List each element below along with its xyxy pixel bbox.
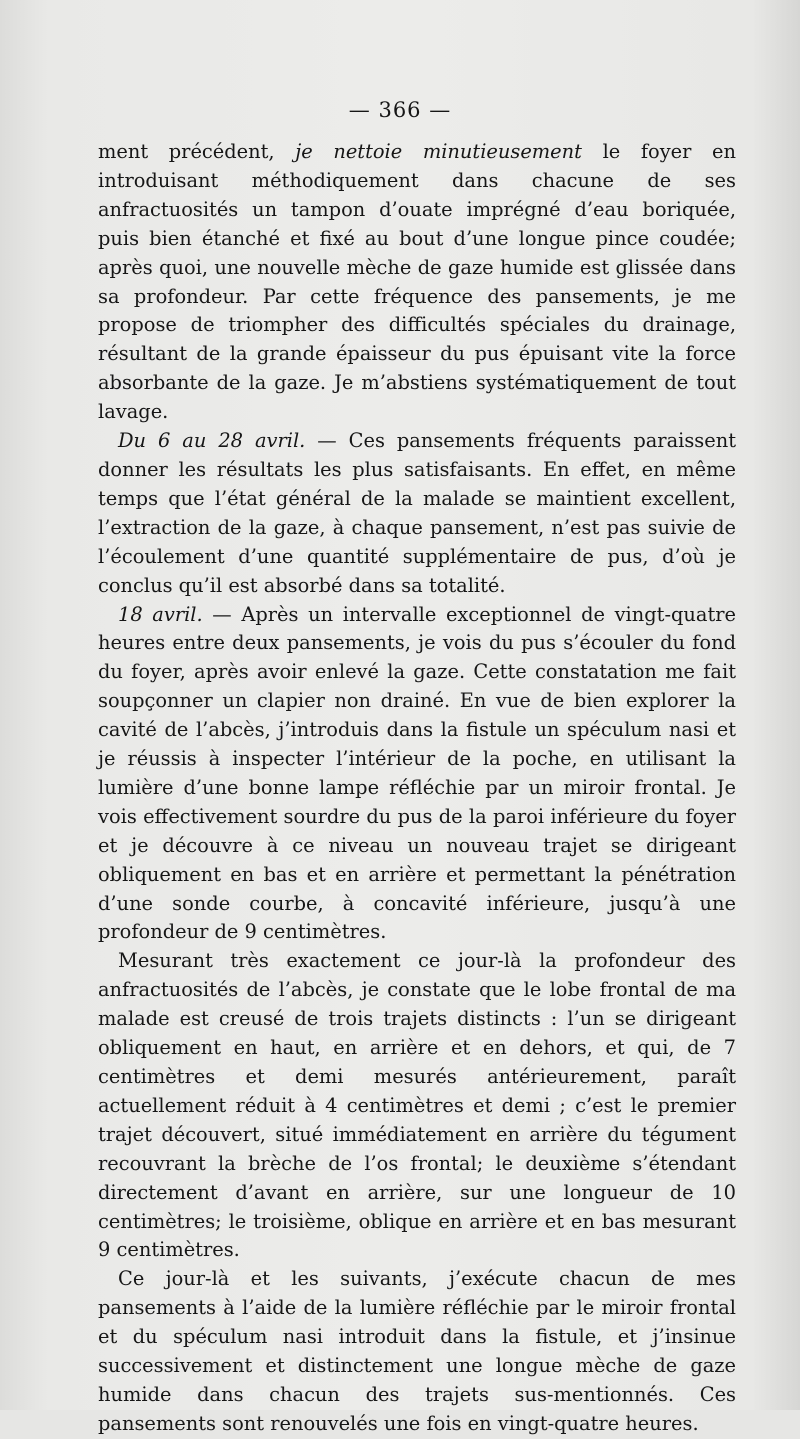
paragraph-1-text: le foyer en introduisant méthodiquement dans chacune de ses anfractuosités un tampon d’ouate imprégné d’eau boriquée, puis bien étanché et fixé au bout d’une longue pince coudée; après quoi, une nouvelle mèche de gaze humide est glissée dans sa profondeur. Par cette fréquence des pansements, je me propose de triompher des difficultés spéciales du drainage, résultant de la grande épaisseur du pus épuisant vite la force absorbante de la gaze. Je m’abstiens systématiquement de tout lavage.	[98, 140, 737, 424]
paragraph-4-text: Mesurant très exactement ce jour-là la profondeur des anfractuosités de l’abcès, je constate que le lobe frontal de ma malade est creusé de trois trajets distincts : l’un se dirigeant obliquement en haut, en arrière et en dehors, et qui, de 7 centimètres et demi mesurés antérieurement, paraît actuellement réduit à 4 centimètres et demi ; c’est le premier trajet découvert, situé immédiatement en arrière du tégument recouvrant la brèche de l’os frontal; le deuxième s’étendant directement d’avant en arrière, sur une longueur de 10 centimètres; le troisième, oblique en arrière et en bas mesurant 9 centimètres.	[98, 949, 736, 1262]
paragraph-2-date: Du 6 au 28 avril.	[118, 429, 306, 453]
paragraph-3-text: — Après un intervalle exceptionnel de vingt-quatre heures entre deux pansements, je vois du pus s’écouler du fond du foyer, après avoir enlevé la gaze. Cette constatation me fait soupçonner un clapier non drainé. En vue de bien explorer la cavité de l’abcès, j’introduis dans la fistule un spéculum nasi et je réussis à inspecter l’intérieur de la poche, en utilisant la lumière d’une bonne lampe réfléchie par un miroir frontal. Je vois effectivement sourdre du pus de la paroi inférieure du foyer et je découvre à ce niveau un nouveau trajet se dirigeant obliquement en bas et en arrière et permettant la pénétration d’une sonde courbe, à concavité inférieure, jusqu’à une profondeur de 9 centimètres.	[98, 602, 736, 944]
paragraph-2	[98, 427, 736, 600]
paragraph-2-text: — Ces pansements fréquents paraissent donner les résultats les plus satisfaisants. En effet, en même temps que l’état général de la malade se maintient excellent, l’extraction de la gaze, à chaque pansement, n’est pas suivie de l’écoulement d’une quantité supplémentaire de pus, d’où je conclus qu’il est absorbé dans sa totalité.	[98, 429, 736, 597]
paragraph-1-lead: ment précédent,	[98, 140, 296, 163]
paragraph-1-emphasis: je nettoie minutieusement	[295, 140, 582, 163]
paragraph-1	[98, 138, 736, 427]
paragraph-3-date: 18 avril.	[118, 602, 203, 626]
body-text	[98, 138, 736, 1439]
paragraph-4	[98, 947, 736, 1265]
paragraph-5	[98, 1265, 736, 1438]
paragraph-3	[98, 601, 736, 948]
paragraph-5-text: Ce jour-là et les suivants, j’exécute chacun de mes pansements à l’aide de la lumière réfléchie par le miroir frontal et du spéculum nasi introduit dans la fistule, et j’insinue successivement et distinctement une longue mèche de gaze humide dans chacun des trajets sus-mentionnés. Ces pansements sont renouvelés une fois en vingt-quatre heures.	[98, 1267, 736, 1435]
page-number: — 366 —	[348, 98, 452, 122]
